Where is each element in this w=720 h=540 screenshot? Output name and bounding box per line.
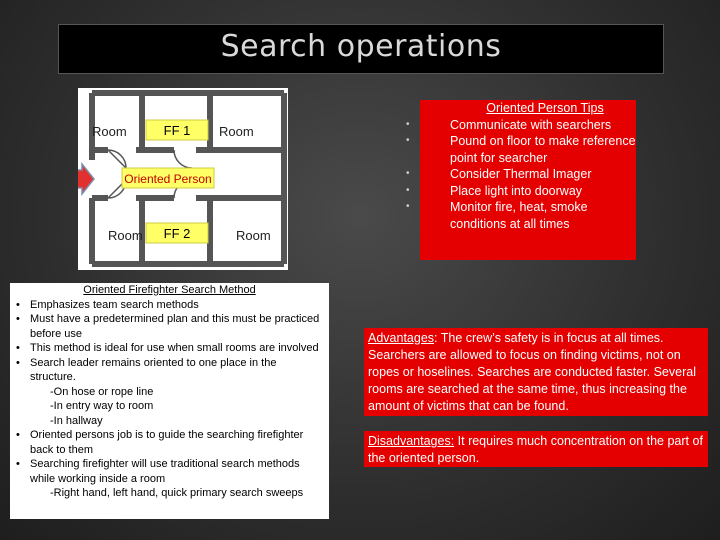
tip-item: • Consider Thermal Imager: [420, 166, 636, 183]
room-label-3: Room: [108, 228, 143, 243]
disadvantages-label: Disadvantages:: [368, 434, 455, 448]
method-item: • Oriented persons job is to guide the searching firefighter back to them: [10, 428, 325, 457]
advantages-box: [364, 328, 708, 416]
room-label-4: Room: [236, 228, 271, 243]
disadvantages-text: It requires much concentration on the part of the oriented person.: [368, 434, 703, 465]
method-sub-item: -In hallway: [50, 414, 103, 427]
slide-title: Search operations: [220, 29, 502, 64]
tip-item: • Place light into doorway: [420, 183, 636, 200]
method-sub-item: -Right hand, left hand, quick primary search sweeps: [50, 487, 304, 499]
ff1-label: FF 1: [163, 123, 191, 138]
room-label-1: Room: [92, 124, 127, 139]
method-sub-item: -In entry way to room: [50, 400, 154, 412]
method-sub-item: -On hose or rope line: [50, 385, 154, 398]
method-item: • Searching firefighter will use traditional search methods while working inside a room: [10, 457, 325, 486]
method-title: Oriented Firefighter Search Method: [83, 284, 256, 296]
oriented-person-tips: [420, 100, 636, 260]
room-label-2: Room: [219, 124, 254, 139]
search-method-box: [10, 283, 329, 519]
disadvantages-box: [364, 431, 708, 467]
tip-item: • Pound on floor to make reference point for searcher: [420, 133, 636, 166]
tip-item: • Communicate with searchers: [420, 117, 636, 134]
advantages-label: Advantages: [368, 331, 435, 345]
method-item: • Search leader remains oriented to one place in the structure.: [10, 356, 325, 385]
ff2-label: FF 2: [163, 226, 191, 241]
advantages-text: : The crew’s safety is in focus at all times. Searchers are allowed to focus on finding victims, not on ropes or hoselines. Searches are conducted faster. Several rooms are searched at the same time, thus increasing the amount of victims that can be found.: [368, 331, 696, 413]
method-item: • Emphasizes team search methods: [10, 298, 325, 313]
title-bar: [58, 24, 664, 74]
tip-item: • Monitor fire, heat, smoke conditions at all times: [420, 199, 636, 232]
floorplan-diagram: [78, 88, 288, 270]
oriented-person-label: Oriented Person: [124, 172, 212, 186]
method-item: • Must have a predetermined plan and this must be practiced before use: [10, 312, 325, 341]
method-item: • This method is ideal for use when small rooms are involved: [10, 341, 325, 356]
tips-title: Oriented Person Tips: [486, 101, 604, 115]
